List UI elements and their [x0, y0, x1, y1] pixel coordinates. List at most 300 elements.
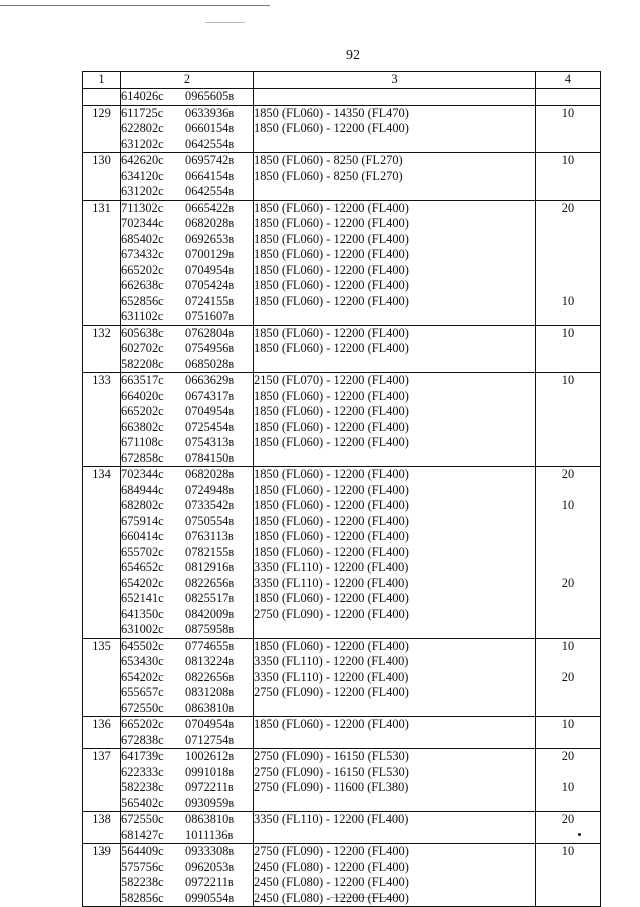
- altitude-range: 1850 (FL060) - 12200 (FL400): [254, 404, 409, 418]
- longitude-code: 0692653в: [185, 231, 235, 246]
- altitude-range: 2750 (FL090) - 16150 (FL530): [254, 749, 409, 763]
- coordinate-line: [121, 529, 253, 545]
- coordinates-cell: [121, 749, 254, 812]
- altitude-range: 2450 (FL080) - 12200 (FL400): [254, 875, 409, 889]
- coordinate-line: [121, 121, 253, 137]
- altitude-range: 1850 (FL060) - 12200 (FL400): [254, 498, 409, 512]
- value-cell: [536, 200, 601, 325]
- longitude-code: 0774655в: [185, 638, 235, 653]
- latitude-code: 622333с: [121, 764, 164, 779]
- latitude-code: 663517с: [121, 373, 164, 387]
- longitude-code: 0695742в: [185, 153, 235, 167]
- altitude-range: 3350 (FL110) - 12200 (FL400): [254, 575, 409, 590]
- altitude-range: [254, 828, 535, 844]
- longitude-code: 0990554в: [185, 890, 235, 905]
- latitude-code: 641350с: [121, 606, 164, 621]
- latitude-code: 662638с: [121, 278, 164, 292]
- table-header: [83, 72, 601, 89]
- row-value: 10: [561, 498, 575, 512]
- longitude-code: 0750554в: [185, 513, 235, 528]
- row-number: 135: [83, 638, 121, 717]
- table-row: [83, 105, 601, 153]
- latitude-code: 641739с: [121, 749, 164, 763]
- altitude-range-cell: [254, 717, 536, 749]
- longitude-code: 0633936в: [185, 105, 235, 120]
- coordinate-line: [121, 812, 253, 828]
- table-row: [83, 749, 601, 812]
- coordinate-line: [121, 733, 253, 749]
- row-value: [536, 560, 600, 576]
- coordinate-line: [121, 373, 253, 389]
- longitude-code: 0682028в: [185, 216, 235, 230]
- altitude-range: 1850 (FL060) - 12200 (FL400): [254, 341, 409, 355]
- longitude-code: 0812916в: [185, 560, 235, 574]
- coordinate-line: [121, 622, 253, 638]
- row-value: 20: [561, 467, 575, 481]
- latitude-code: 565402с: [121, 795, 164, 810]
- longitude-code: 0875958в: [185, 622, 235, 636]
- altitude-range: 1850 (FL060) - 12200 (FL400): [254, 544, 409, 559]
- row-value: [536, 121, 600, 137]
- coordinates-cell: [121, 200, 254, 325]
- longitude-code: 0642554в: [185, 136, 235, 151]
- table-row: [83, 467, 601, 639]
- longitude-code: 0705424в: [185, 278, 235, 292]
- latitude-code: 582856с: [121, 890, 164, 905]
- row-number: 137: [83, 749, 121, 812]
- coordinate-line: [121, 389, 253, 405]
- altitude-range: 1850 (FL060) - 12200 (FL400): [254, 247, 409, 261]
- row-value: [536, 247, 600, 263]
- row-value: [536, 701, 600, 717]
- scan-artifact-top-tick: [205, 22, 245, 23]
- row-value: 20: [561, 749, 575, 763]
- coordinate-line: [121, 420, 253, 436]
- longitude-code: 0972211в: [185, 780, 234, 794]
- row-value: 10: [561, 373, 575, 387]
- row-number: 133: [83, 373, 121, 467]
- coordinates-cell: [121, 844, 254, 907]
- longitude-code: 0763113в: [185, 529, 234, 543]
- coordinate-line: [121, 749, 253, 765]
- longitude-code: 0704954в: [185, 404, 235, 418]
- coordinate-line: [121, 765, 253, 781]
- table-row: [83, 812, 601, 844]
- coordinate-line: [121, 498, 253, 514]
- altitude-range-cell: [254, 638, 536, 717]
- altitude-range: 1850 (FL060) - 12200 (FL400): [254, 388, 409, 403]
- longitude-code: 0831208в: [185, 685, 235, 699]
- row-value: 10: [561, 293, 575, 308]
- row-number: 138: [83, 812, 121, 844]
- table-body: [83, 89, 601, 907]
- row-value: [536, 420, 600, 436]
- latitude-code: 622802с: [121, 121, 164, 135]
- altitude-range: [254, 733, 535, 749]
- altitude-range: 1850 (FL060) - 12200 (FL400): [254, 529, 409, 543]
- row-value: [536, 765, 600, 781]
- row-value: [536, 309, 600, 325]
- altitude-range: 2750 (FL090) - 16150 (FL530): [254, 764, 409, 779]
- latitude-code: 631202с: [121, 136, 164, 151]
- longitude-code: 0682028в: [185, 467, 235, 481]
- latitude-code: 631002с: [121, 622, 164, 636]
- latitude-code: 655657с: [121, 685, 164, 699]
- altitude-range: 1850 (FL060) - 12200 (FL400): [254, 278, 409, 292]
- row-value: [536, 891, 600, 907]
- coordinate-line: [121, 514, 253, 530]
- row-value: [536, 607, 600, 623]
- latitude-code: 665202с: [121, 404, 164, 418]
- longitude-code: 0863810в: [185, 700, 235, 715]
- altitude-range: 3350 (FL110) - 12200 (FL400): [254, 669, 409, 684]
- row-value: 20: [561, 575, 575, 590]
- longitude-code: 0712754в: [185, 732, 235, 747]
- latitude-code: 654652с: [121, 560, 164, 574]
- longitude-code: 1011136в: [185, 827, 234, 842]
- latitude-code: 655702с: [121, 544, 164, 559]
- altitude-range: 1850 (FL060) - 12200 (FL400): [254, 513, 409, 528]
- latitude-code: 684944с: [121, 482, 164, 497]
- coordinate-line: [121, 701, 253, 717]
- latitude-code: 652141с: [121, 591, 164, 605]
- row-value: 10: [561, 638, 575, 653]
- longitude-code: 0930959в: [185, 795, 235, 810]
- row-value: [536, 875, 600, 891]
- coordinates-cell: [121, 717, 254, 749]
- latitude-code: 671108с: [121, 435, 164, 449]
- longitude-code: 0784150в: [185, 450, 235, 465]
- row-number: 129: [83, 105, 121, 153]
- altitude-range: 2750 (FL090) - 12200 (FL400): [254, 606, 409, 621]
- coordinate-line: [121, 483, 253, 499]
- altitude-range: 2150 (FL070) - 12200 (FL400): [254, 373, 409, 387]
- altitude-range: 1850 (FL060) - 12200 (FL400): [254, 262, 409, 277]
- table-row: [83, 844, 601, 907]
- row-number: 130: [83, 153, 121, 201]
- longitude-code: 0660154в: [185, 121, 235, 135]
- row-value: [536, 514, 600, 530]
- altitude-range: 1850 (FL060) - 12200 (FL400): [254, 231, 409, 246]
- row-value: [536, 341, 600, 357]
- row-value: 10: [561, 325, 575, 340]
- latitude-code: 673432с: [121, 247, 164, 261]
- coordinate-line: [121, 201, 253, 217]
- altitude-range: 2450 (FL080) - 12200 (FL400): [254, 890, 409, 905]
- latitude-code: 654202с: [121, 669, 164, 684]
- coordinate-line: [121, 357, 253, 373]
- table-row: [83, 638, 601, 717]
- coordinate-line: [121, 326, 253, 342]
- coordinate-line: [121, 545, 253, 561]
- coordinates-cell: [121, 89, 254, 106]
- coordinate-line: [121, 153, 253, 169]
- row-value: [536, 232, 600, 248]
- row-number: [83, 89, 121, 106]
- latitude-code: 672858с: [121, 450, 164, 465]
- coordinates-cell: [121, 105, 254, 153]
- latitude-code: 665202с: [121, 262, 164, 277]
- row-number: 136: [83, 717, 121, 749]
- page-number: 92: [346, 48, 360, 63]
- latitude-code: 645502с: [121, 638, 164, 653]
- altitude-range: [254, 309, 535, 325]
- coordinates-cell: [121, 638, 254, 717]
- value-cell: [536, 638, 601, 717]
- coordinate-line: [121, 404, 253, 420]
- latitude-code: 582238с: [121, 780, 164, 794]
- altitude-range: [254, 796, 535, 812]
- coordinate-line: [121, 278, 253, 294]
- coordinates-cell: [121, 812, 254, 844]
- coordinate-line: [121, 844, 253, 860]
- table-row: [83, 325, 601, 373]
- altitude-range-cell: [254, 467, 536, 639]
- coordinate-line: [121, 137, 253, 153]
- row-value: 20: [561, 812, 575, 826]
- latitude-code: 663802с: [121, 419, 164, 434]
- row-value: 10: [561, 153, 575, 167]
- coordinate-line: [121, 467, 253, 483]
- altitude-range-cell: [254, 812, 536, 844]
- altitude-range: 1850 (FL060) - 12200 (FL400): [254, 467, 409, 481]
- altitude-range: [254, 89, 535, 105]
- coordinate-line: [121, 341, 253, 357]
- latitude-code: 564409с: [121, 844, 164, 858]
- altitude-range-cell: [254, 153, 536, 201]
- coordinate-line: [121, 89, 253, 105]
- row-value: [536, 733, 600, 749]
- coordinate-line: [121, 451, 253, 467]
- latitude-code: 652856с: [121, 293, 164, 308]
- altitude-range: 1850 (FL060) - 8250 (FL270): [254, 168, 403, 183]
- row-number: 139: [83, 844, 121, 907]
- value-cell: [536, 467, 601, 639]
- latitude-code: 653430с: [121, 654, 164, 668]
- table-row: [83, 89, 601, 106]
- longitude-code: 0725454в: [185, 419, 235, 434]
- table-row: [83, 200, 601, 325]
- row-value: 20: [561, 200, 575, 215]
- value-cell: [536, 89, 601, 106]
- coordinate-line: [121, 294, 253, 310]
- longitude-code: 1002612в: [185, 749, 235, 763]
- coordinate-line: [121, 828, 253, 844]
- table-row: [83, 153, 601, 201]
- altitude-range: 1850 (FL060) - 12200 (FL400): [254, 591, 409, 605]
- row-value: [536, 860, 600, 876]
- altitude-range: 1850 (FL060) - 12200 (FL400): [254, 435, 409, 449]
- altitude-range: 3350 (FL110) - 12200 (FL400): [254, 560, 409, 574]
- latitude-code: 642620с: [121, 153, 164, 167]
- coordinate-line: [121, 309, 253, 325]
- latitude-code: 711302с: [121, 200, 164, 215]
- latitude-code: 681427с: [121, 827, 164, 842]
- latitude-code: 685402с: [121, 231, 164, 246]
- row-value: [536, 278, 600, 294]
- row-value: [536, 654, 600, 670]
- longitude-code: 0674317в: [185, 388, 235, 403]
- row-value: [536, 545, 600, 561]
- longitude-code: 0782155в: [185, 544, 235, 559]
- longitude-code: 0665422в: [185, 200, 235, 215]
- longitude-code: 0664154в: [185, 168, 235, 183]
- longitude-code: 0991018в: [185, 764, 235, 779]
- row-value: 10: [561, 105, 575, 120]
- coordinate-line: [121, 670, 253, 686]
- row-value: 20: [561, 669, 575, 684]
- latitude-code: 614026с: [121, 89, 164, 103]
- coordinates-cell: [121, 325, 254, 373]
- coordinate-line: [121, 591, 253, 607]
- coordinate-line: [121, 685, 253, 701]
- value-cell: [536, 812, 601, 844]
- altitude-range: 3350 (FL110) - 12200 (FL400): [254, 654, 409, 668]
- latitude-code: 702344с: [121, 467, 164, 481]
- coordinate-line: [121, 717, 253, 733]
- altitude-range: 2750 (FL090) - 12200 (FL400): [254, 844, 409, 858]
- row-value: 10: [561, 844, 575, 858]
- coordinate-line: [121, 875, 253, 891]
- row-value: [536, 404, 600, 420]
- column-header-2: 2: [121, 72, 254, 89]
- longitude-code: 0754313в: [185, 435, 235, 449]
- airspace-table: [82, 71, 601, 907]
- column-header-3: 3: [254, 72, 536, 89]
- latitude-code: 631202с: [121, 184, 164, 198]
- longitude-code: 0863810в: [185, 812, 235, 826]
- altitude-range: 1850 (FL060) - 8250 (FL270): [254, 153, 403, 167]
- value-cell: [536, 749, 601, 812]
- latitude-code: 631102с: [121, 309, 164, 323]
- row-value: [536, 357, 600, 373]
- column-header-1: 1: [83, 72, 121, 89]
- coordinates-cell: [121, 153, 254, 201]
- longitude-code: 0813224в: [185, 654, 235, 668]
- coordinate-line: [121, 216, 253, 232]
- row-value: [536, 89, 600, 105]
- longitude-code: 0822656в: [185, 669, 235, 684]
- latitude-code: 605638с: [121, 325, 164, 340]
- coordinate-line: [121, 860, 253, 876]
- latitude-code: 582208с: [121, 356, 164, 371]
- latitude-code: 672550с: [121, 812, 164, 826]
- latitude-code: 582238с: [121, 875, 164, 889]
- row-value: [536, 169, 600, 185]
- longitude-code: 0825517в: [185, 591, 235, 605]
- longitude-code: 0842009в: [185, 606, 235, 621]
- latitude-code: 611725с: [121, 105, 164, 120]
- longitude-code: 0700129в: [185, 247, 235, 261]
- row-value: [536, 622, 600, 638]
- value-cell: [536, 105, 601, 153]
- altitude-range: 1850 (FL060) - 12200 (FL400): [254, 419, 409, 434]
- row-value: [536, 591, 600, 607]
- latitude-code: 664020с: [121, 388, 164, 403]
- altitude-range: [254, 622, 535, 638]
- coordinate-line: [121, 780, 253, 796]
- altitude-range: 2450 (FL080) - 12200 (FL400): [254, 859, 409, 874]
- value-cell: [536, 844, 601, 907]
- table-row: [83, 373, 601, 467]
- coordinate-line: [121, 576, 253, 592]
- altitude-range: 1850 (FL060) - 12200 (FL400): [254, 121, 409, 135]
- row-value: [536, 685, 600, 701]
- value-cell: [536, 717, 601, 749]
- latitude-code: 602702с: [121, 341, 164, 355]
- longitude-code: 0704954в: [185, 262, 235, 277]
- row-value: [536, 184, 600, 200]
- coordinate-line: [121, 560, 253, 576]
- coordinate-line: [121, 639, 253, 655]
- latitude-code: 660414с: [121, 529, 164, 543]
- longitude-code: 0724948в: [185, 482, 235, 497]
- row-value: [536, 389, 600, 405]
- latitude-code: 682802с: [121, 498, 164, 512]
- longitude-code: 0822656в: [185, 575, 235, 590]
- coordinate-line: [121, 435, 253, 451]
- altitude-range: 1850 (FL060) - 12200 (FL400): [254, 293, 409, 308]
- row-value: 10: [561, 780, 575, 794]
- coordinate-line: [121, 891, 253, 907]
- row-number: 131: [83, 200, 121, 325]
- altitude-range: [254, 137, 535, 153]
- row-value: [536, 216, 600, 232]
- altitude-range: 2750 (FL090) - 12200 (FL400): [254, 685, 409, 699]
- altitude-range-cell: [254, 89, 536, 106]
- longitude-code: 0724155в: [185, 293, 235, 308]
- header-row: [83, 72, 601, 89]
- coordinates-cell: [121, 467, 254, 639]
- latitude-code: 675914с: [121, 513, 164, 528]
- longitude-code: 0962053в: [185, 859, 235, 874]
- altitude-range: 1850 (FL060) - 14350 (FL470): [254, 105, 409, 120]
- altitude-range: [254, 701, 535, 717]
- altitude-range: [254, 451, 535, 467]
- altitude-range: [254, 184, 535, 200]
- altitude-range: 1850 (FL060) - 12200 (FL400): [254, 482, 409, 497]
- row-number: 132: [83, 325, 121, 373]
- latitude-code: 672838с: [121, 732, 164, 747]
- altitude-range-cell: [254, 200, 536, 325]
- altitude-range: 1850 (FL060) - 12200 (FL400): [254, 638, 409, 653]
- latitude-code: 702344с: [121, 216, 164, 230]
- altitude-range: 1850 (FL060) - 12200 (FL400): [254, 200, 409, 215]
- coordinate-line: [121, 607, 253, 623]
- altitude-range-cell: [254, 105, 536, 153]
- column-header-4: 4: [536, 72, 601, 89]
- longitude-code: 0933308в: [185, 844, 235, 858]
- row-value: [536, 137, 600, 153]
- latitude-code: 654202с: [121, 575, 164, 590]
- altitude-range-cell: [254, 844, 536, 907]
- altitude-range-cell: [254, 325, 536, 373]
- longitude-code: 0685028в: [185, 356, 235, 371]
- row-value: [536, 796, 600, 812]
- coordinate-line: [121, 184, 253, 200]
- coordinate-line: [121, 654, 253, 670]
- altitude-range: 2750 (FL090) - 11600 (FL380): [254, 780, 409, 794]
- latitude-code: 575756с: [121, 859, 164, 874]
- longitude-code: 0733542в: [185, 498, 235, 512]
- coordinates-cell: [121, 373, 254, 467]
- coordinate-line: [121, 247, 253, 263]
- row-value: 10: [561, 717, 575, 731]
- table-row: [83, 717, 601, 749]
- altitude-range: [254, 357, 535, 373]
- altitude-range-cell: [254, 373, 536, 467]
- latitude-code: 672550с: [121, 700, 164, 715]
